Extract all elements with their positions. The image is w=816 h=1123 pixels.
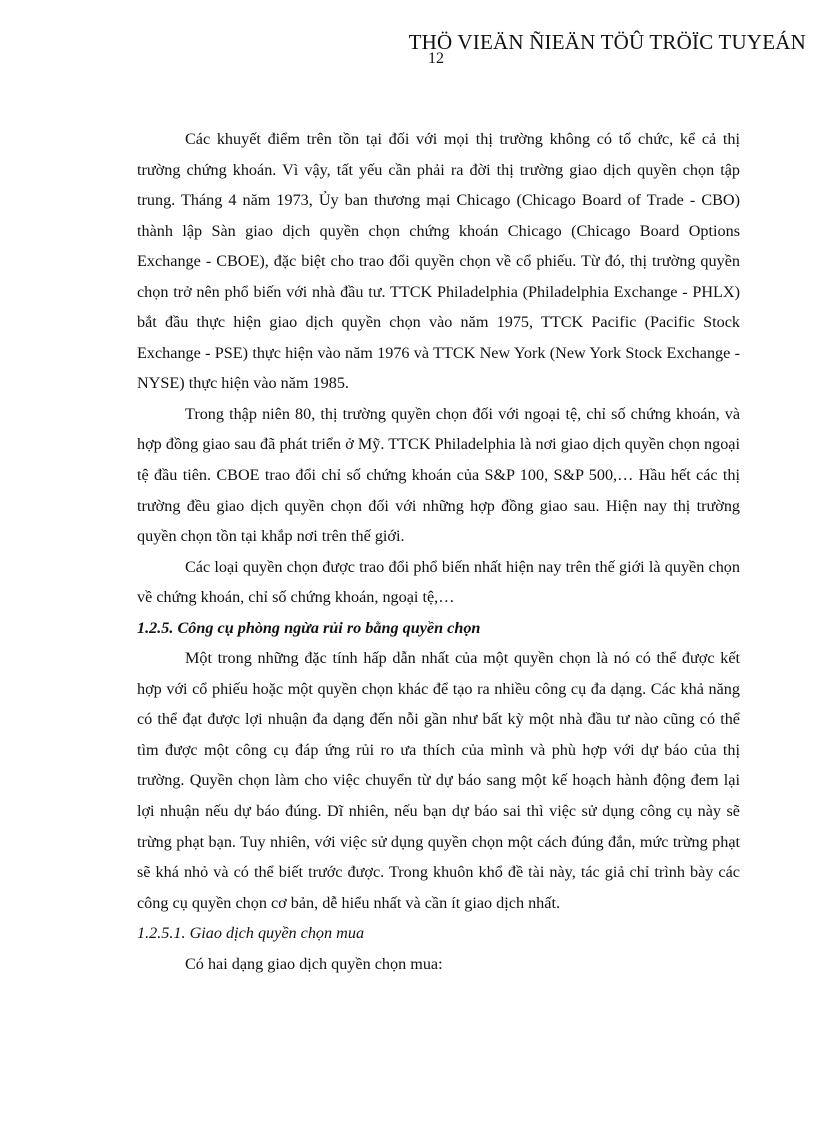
subsection-heading-call-trading: 1.2.5.1. Giao dịch quyền chọn mua [137,924,365,943]
paragraph-organized-exchanges: Các khuyết điểm trên tồn tại đối với mọi thị trường không có tổ chức, kể cả thị trường chứng khoán. Vì vậy, tất yếu cần phải ra đời thị trường giao dịch quyền chọn tập trung. Tháng 4 năm 1973, Ủy ban thương mại Chicago (Chicago Board of Trade - CBO) thành lập Sàn giao dịch quyền chọn chứng khoán Chicago (Chicago Board Options Exchange - CBOE), đặc biệt cho trao đổi quyền chọn về cổ phiếu. Từ đó, thị trường quyền chọn trở nên phổ biến với nhà đầu tư. TTCK Philadelphia (Philadelphia Exchange - PHLX) bắt đầu thực hiện giao dịch quyền chọn vào năm 1975, TTCK Pacific (Pacific Stock Exchange - PSE) thực hiện vào năm 1976 và TTCK New York (New York Stock Exchange - NYSE) thực hiện vào năm 1985. [137,130,740,393]
section-heading-hedging-tools: 1.2.5. Công cụ phòng ngừa rủi ro bằng quyền chọn [137,618,481,637]
page-number: 12 [428,50,444,67]
paragraph-common-option-types: Các loại quyền chọn được trao đổi phổ biến nhất hiện nay trên thế giới là quyền chọn về chứng khoán, chỉ số chứng khoán, ngoại tệ,… [137,557,740,607]
paragraph-1980s-markets: Trong thập niên 80, thị trường quyền chọn đối với ngoại tệ, chỉ số chứng khoán, và hợp đồng giao sau đã phát triển ở Mỹ. TTCK Philadelphia là nơi giao dịch quyền chọn ngoại tệ đầu tiên. CBOE trao đổi chỉ số chứng khoán của S&P 100, S&P 500,… Hầu hết các thị trường đều giao dịch quyền chọn đối với những hợp đồng giao sau. Hiện nay thị trường quyền chọn tồn tại khắp nơi trên thế giới. [137,404,740,546]
document-body [137,124,740,979]
paragraph-call-trading-intro: Có hai dạng giao dịch quyền chọn mua: [185,954,443,973]
paragraph-option-strategies: Một trong những đặc tính hấp dẫn nhất của một quyền chọn là nó có thể được kết hợp với cổ phiếu hoặc một quyền chọn khác để tạo ra nhiều công cụ đa dạng. Các khả năng có thể đạt được lợi nhuận đa dạng đến nỗi gần như bất kỳ một nhà đầu tư nào cũng có thể tìm được một công cụ đáp ứng rủi ro ưa thích của mình và phù hợp với dự báo của thị trường. Quyền chọn làm cho việc chuyển từ dự báo sang một kế hoạch hành động đem lại lợi nhuận nếu dự báo đúng. Dĩ nhiên, nếu bạn dự báo sai thì việc sử dụng công cụ này sẽ trừng phạt bạn. Tuy nhiên, với việc sử dụng quyền chọn một cách đúng đắn, mức trừng phạt sẽ khá nhỏ và có thể biết trước được. Trong khuôn khổ đề tài này, tác giả chỉ trình bày các công cụ quyền chọn cơ bản, dễ hiểu nhất và cần ít giao dịch nhất. [137,649,740,912]
library-header-title: THÖ VIEÄN ÑIEÄN TÖÛ TRÖÏC TUYEÁN [408,30,806,54]
